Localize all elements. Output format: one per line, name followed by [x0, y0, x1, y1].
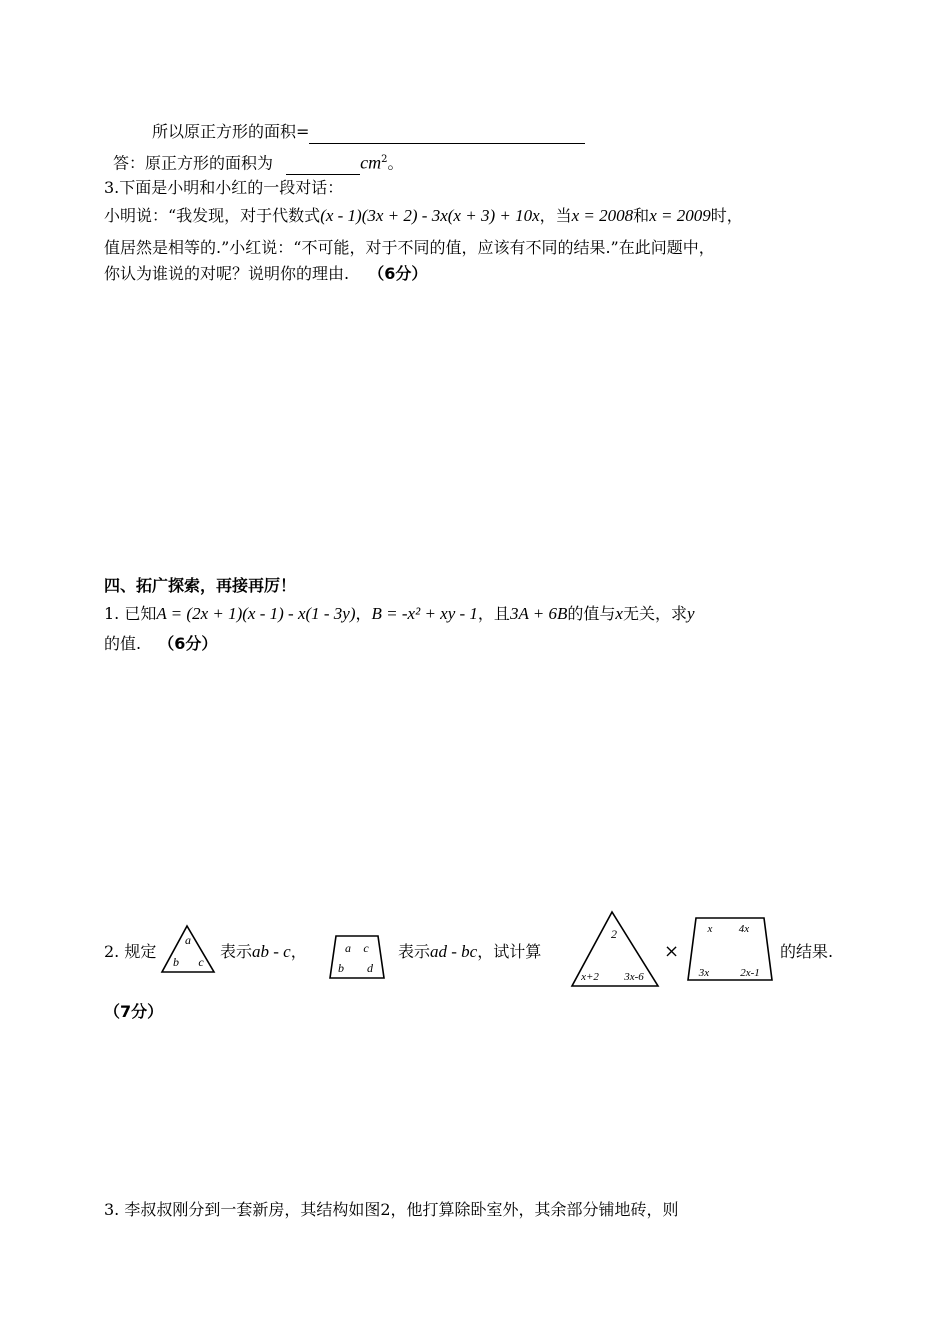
p2-end: 的结果.	[780, 942, 834, 961]
p1-points: （6分）	[158, 634, 218, 653]
p1-var-y: y	[686, 604, 695, 623]
p2-mid3: ，试计算	[477, 942, 542, 961]
p1-expression-b: B = -x² + xy - 1	[371, 604, 478, 623]
triangle-calc-figure	[570, 910, 660, 990]
p1-expression-a: A = (2x + 1)(x - 1) - x(1 - 3y)	[156, 604, 356, 623]
q3-line1	[104, 204, 743, 228]
answer-unit: cm	[360, 152, 382, 173]
p2-times: ×	[664, 941, 680, 962]
p1-line1-b: ，且	[477, 604, 510, 623]
p1-line2	[104, 632, 217, 656]
q3-line1-d: 时，	[710, 206, 743, 225]
answer-end: 。	[387, 153, 404, 173]
p1-line1	[104, 602, 695, 626]
area-line	[152, 120, 585, 144]
trapezoid-legend-figure	[328, 934, 386, 980]
p2-comma: ，	[290, 942, 307, 961]
trapezoid-calc-tl: x	[707, 923, 713, 935]
p2-points: （7分）	[104, 1002, 164, 1021]
q3-line1-a: 小明说：“我发现，对于代数式	[104, 206, 321, 225]
p1-var-x: x	[615, 604, 623, 623]
q3-line2: 值居然是相等的.”小红说：“不可能，对于不同的值，应该有不同的结果.”在此问题中，	[104, 238, 715, 257]
triangle-legend-top: a	[185, 933, 191, 947]
p2-part2	[398, 940, 541, 964]
trapezoid-calc-br: 2x-1	[740, 967, 760, 979]
answer-line	[113, 148, 404, 175]
trapezoid-calc-bl: 3x	[698, 967, 710, 979]
q3-line1-c: 和	[633, 206, 650, 225]
p2-mid2: 表示	[398, 942, 431, 961]
triangle-legend-figure	[160, 924, 216, 976]
trapezoid-rule-expression: ad - bc	[430, 942, 478, 961]
trapezoid-legend-br: d	[367, 961, 373, 975]
trapezoid-legend-bl: b	[338, 961, 344, 975]
section4-title: 四、拓广探索，再接再厉！	[104, 576, 297, 595]
q3-expression: (x - 1)(3x + 2) - 3x(x + 3) + 10x	[320, 206, 540, 225]
triangle-calc-right: 3x-6	[624, 971, 644, 983]
answer-unit-exponent: 2	[381, 154, 388, 165]
answer-label: 答：原正方形的面积为	[113, 153, 274, 173]
answer-blank	[286, 156, 360, 175]
q3-line3-text: 你认为谁说的对呢？说明你的理由.	[104, 264, 350, 283]
trapezoid-calc-tr: 4x	[738, 923, 750, 935]
triangle-rule-expression: ab - c	[252, 942, 291, 961]
p1-combination: 3A + 6B	[509, 604, 568, 623]
p1-line1-d: 无关，求	[622, 604, 687, 623]
q3-points: （6分）	[368, 264, 428, 283]
q3-x-value-2: x = 2009	[649, 206, 711, 225]
p1-line2-text: 的值.	[104, 634, 142, 653]
p1-comma: ，	[355, 604, 372, 623]
trapezoid-legend-tl: a	[345, 941, 351, 955]
triangle-calc-left: x+2	[581, 971, 599, 983]
p3-text: 3. 李叔叔刚分到一套新房，其结构如图2，他打算除卧室外，其余部分铺地砖，则	[104, 1200, 679, 1219]
trapezoid-legend-tr: c	[363, 941, 369, 955]
q3-line1-b: ，当	[539, 206, 572, 225]
triangle-calc-top: 2	[611, 927, 617, 941]
trapezoid-calc-figure	[686, 916, 774, 982]
q3-x-value-1: x = 2008	[571, 206, 634, 225]
p2-mid1: 表示	[220, 942, 253, 961]
p1-line1-a: 1. 已知	[104, 604, 157, 623]
area-label: 所以原正方形的面积=	[152, 122, 310, 141]
q3-line3	[104, 262, 427, 286]
triangle-legend-right: c	[198, 955, 204, 969]
p2-lead: 2. 规定	[104, 942, 157, 961]
p2-part1	[220, 940, 307, 964]
triangle-legend-left: b	[173, 955, 179, 969]
p1-line1-c: 的值与	[567, 604, 616, 623]
area-blank	[309, 125, 585, 144]
q3-heading: 3.下面是小明和小红的一段对话：	[104, 178, 344, 197]
